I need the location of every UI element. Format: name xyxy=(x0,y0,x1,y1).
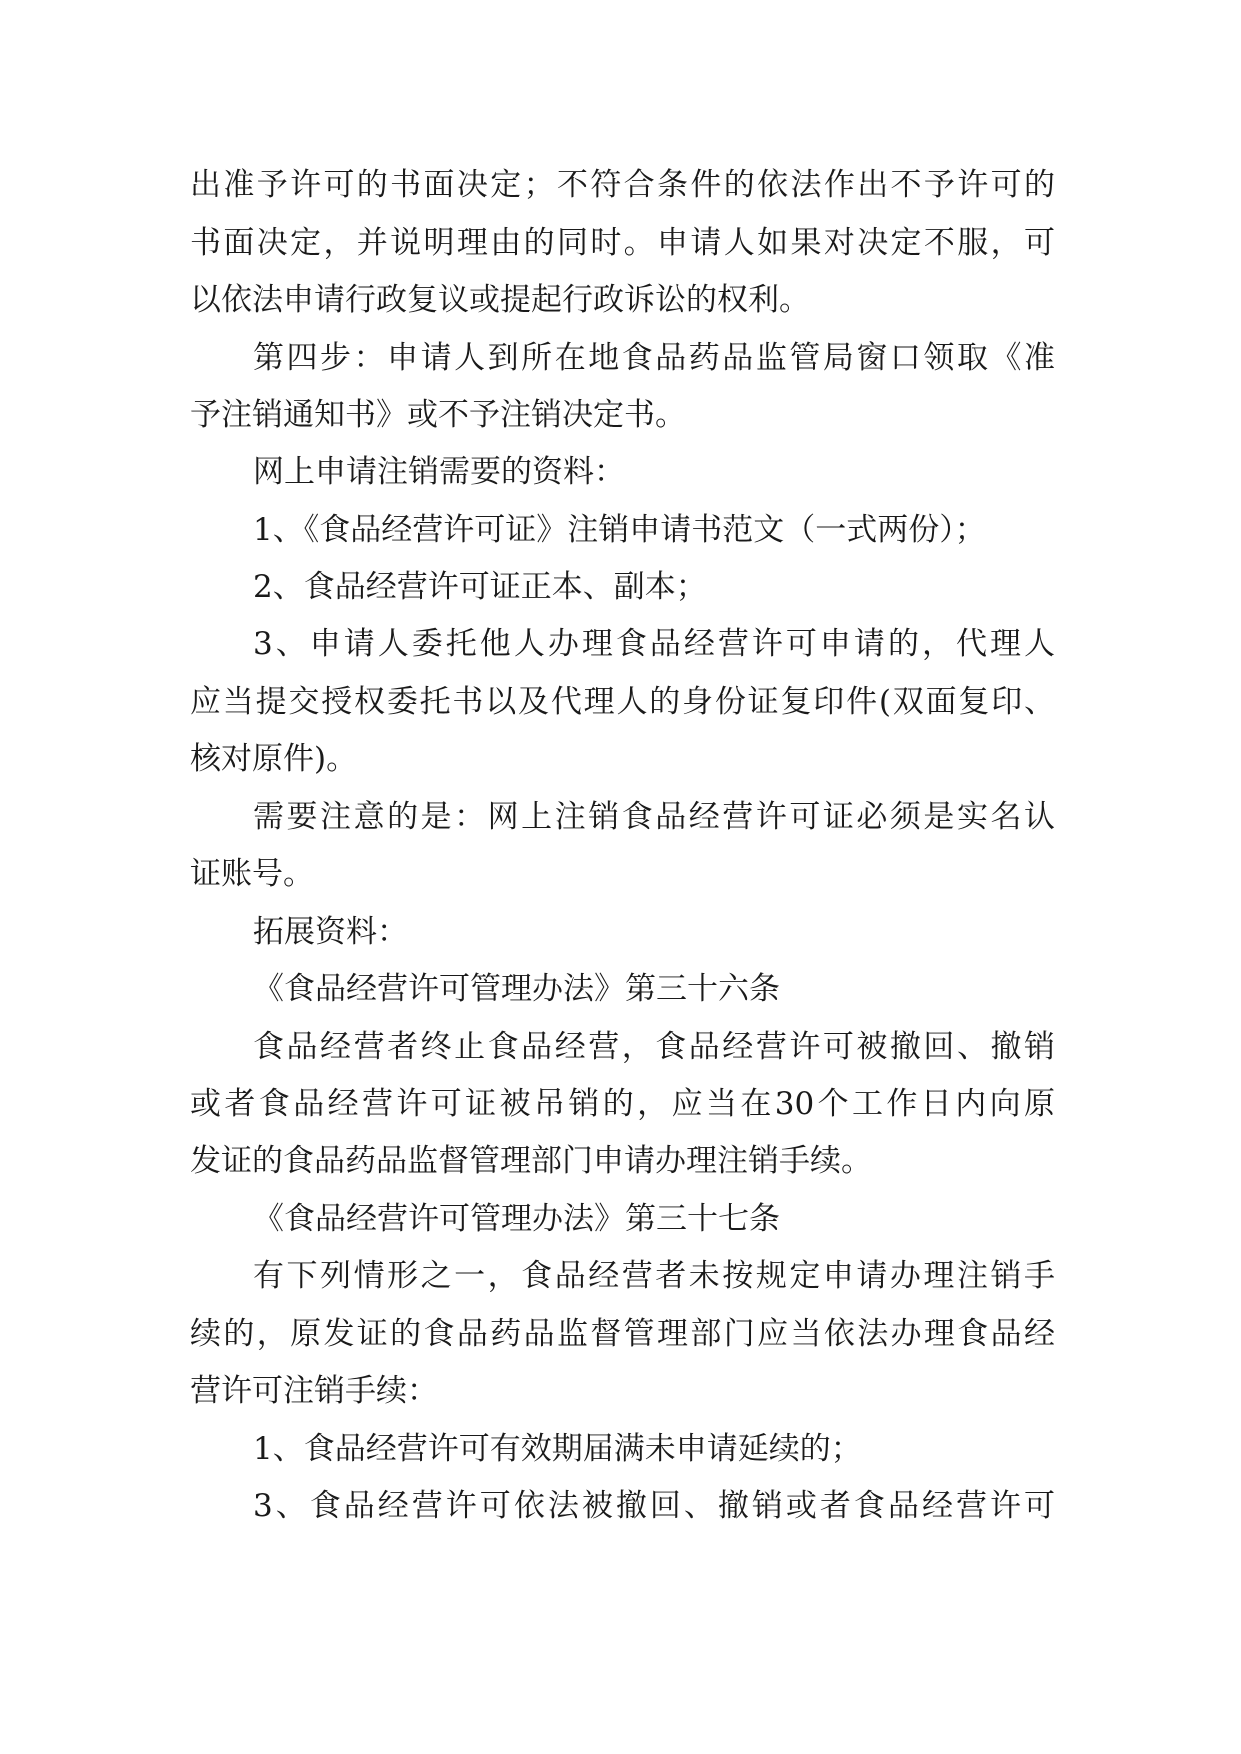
text-line: 发证的食品药品监督管理部门申请办理注销手续。 xyxy=(190,1143,872,1179)
text-line: 3、食品经营许可依法被撤回、撤销或者食品经营许可 xyxy=(253,1488,1055,1524)
text-line: 需要注意的是：网上注销食品经营许可证必须是实名认 xyxy=(253,799,1055,835)
text-line: 出准予许可的书面决定；不符合条件的依法作出不予许可的 xyxy=(190,167,1055,203)
text-line: 《食品经营许可管理办法》第三十七条 xyxy=(253,1201,780,1237)
text-line: 拓展资料： xyxy=(253,914,408,950)
text-line: 1、食品经营许可有效期届满未申请延续的； xyxy=(253,1431,862,1467)
text-line: 第四步：申请人到所在地食品药品监管局窗口领取《准 xyxy=(253,340,1055,376)
text-line: 《食品经营许可管理办法》第三十六条 xyxy=(253,971,780,1007)
text-line: 以依法申请行政复议或提起行政诉讼的权利。 xyxy=(190,282,810,318)
text-line: 续的，原发证的食品药品监督管理部门应当依法办理食品经 xyxy=(190,1316,1055,1352)
text-line: 予注销通知书》或不予注销决定书。 xyxy=(190,397,686,433)
text-line: 3、申请人委托他人办理食品经营许可申请的，代理人 xyxy=(253,626,1055,662)
text-line: 营许可注销手续： xyxy=(190,1373,438,1409)
text-line: 或者食品经营许可证被吊销的，应当在30个工作日内向原 xyxy=(190,1086,1055,1122)
text-line: 证账号。 xyxy=(190,856,314,892)
text-line: 应当提交授权委托书以及代理人的身份证复印件(双面复印、 xyxy=(190,684,1055,720)
text-line: 网上申请注销需要的资料： xyxy=(253,454,625,490)
text-line: 书面决定，并说明理由的同时。申请人如果对决定不服，可 xyxy=(190,225,1055,261)
text-line: 核对原件)。 xyxy=(190,741,358,777)
text-line: 有下列情形之一，食品经营者未按规定申请办理注销手 xyxy=(253,1258,1055,1294)
text-line: 1、《食品经营许可证》注销申请书范文（一式两份）； xyxy=(253,512,986,548)
text-line: 2、食品经营许可证正本、副本； xyxy=(253,569,707,605)
text-line: 食品经营者终止食品经营，食品经营许可被撤回、撤销 xyxy=(253,1029,1055,1065)
